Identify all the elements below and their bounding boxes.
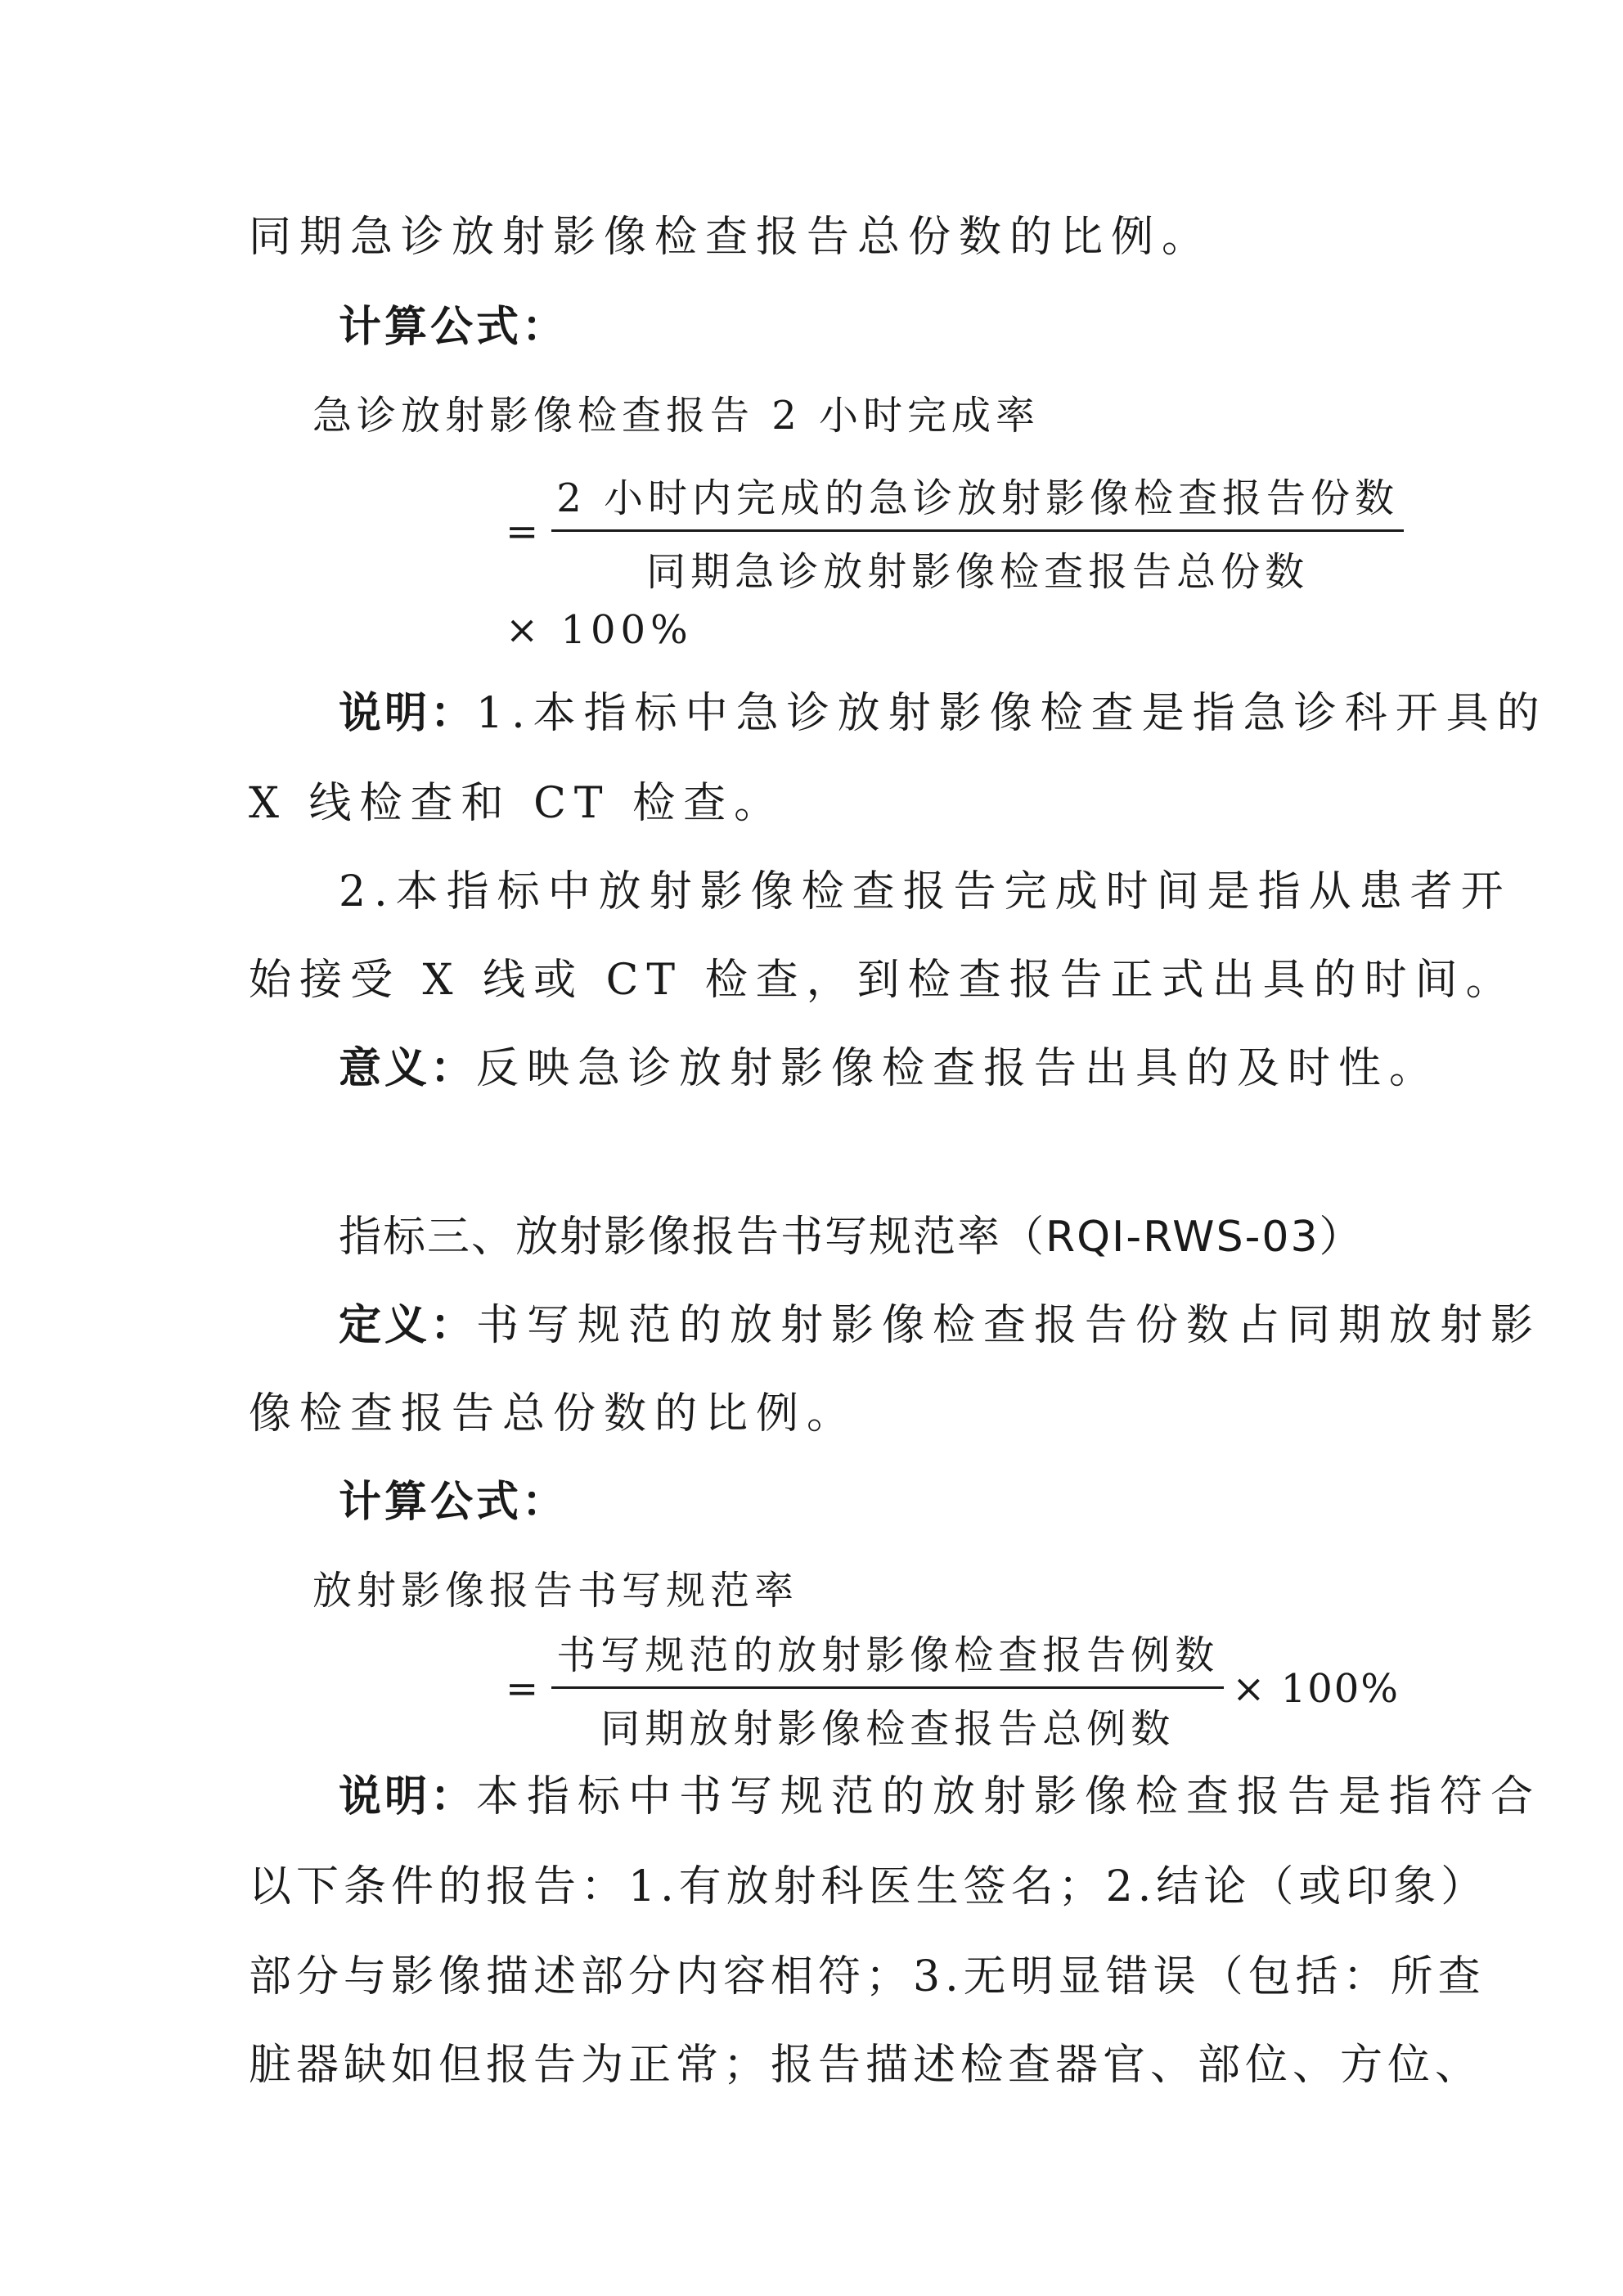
note-line (249, 954, 1517, 1006)
text: 像检查报告总份数的比例。 (249, 1389, 858, 1438)
text: 反映急诊放射影像检查报告出具的及时性。 (476, 1044, 1441, 1093)
text: 计算公式： (339, 1478, 569, 1527)
text: 本指标中书写规范的放射影像检查报告是指符合 (476, 1772, 1542, 1821)
numerator: 书写规范的放射影像检查报告例数 (551, 1623, 1224, 1689)
text: 以下条件的报告：1.有放射科医生签名；2.结论（或印象） (249, 1862, 1489, 1911)
text: 2.本指标中放射影像检查报告完成时间是指从患者开 (339, 867, 1512, 916)
note-line (249, 1951, 1486, 2003)
text: 计算公式： (339, 303, 569, 352)
formula-2-fraction (506, 1623, 1400, 1754)
denominator: 同期放射影像检查报告总例数 (600, 1706, 1176, 1752)
meaning-line (339, 1042, 1440, 1095)
definition-line (339, 1299, 1541, 1352)
fraction (551, 466, 1404, 597)
text: 放射影像报告书写规范率 (312, 1568, 799, 1614)
formula-name (312, 389, 1040, 442)
note-line (249, 1861, 1488, 1913)
note-label: 说明： (339, 1772, 477, 1821)
section-heading (339, 1211, 1364, 1263)
text: 同期急诊放射影像检查报告总份数的比例。 (249, 213, 1213, 262)
text: 脏器缺如但报告为正常；报告描述检查器官、部位、方位、 (249, 2041, 1483, 2090)
text: 1.本指标中急诊放射影像检查是指急诊科开具的 (476, 689, 1548, 738)
text: 指标三、放射影像报告书写规范率（RQI-RWS-03） (339, 1213, 1364, 1262)
definition-line (249, 1388, 857, 1440)
numerator: 2 小时内完成的急诊放射影像检查报告份数 (551, 466, 1404, 532)
note-line (249, 777, 785, 830)
note-line (249, 2039, 1482, 2091)
formula-label (339, 1476, 568, 1528)
equals-sign: = (506, 508, 539, 555)
text: 部分与影像描述部分内容相符；3.无明显错误（包括：所查 (249, 1952, 1486, 2001)
equals-sign: = (506, 1665, 539, 1712)
text: 急诊放射影像检查报告 2 小时完成率 (312, 393, 1041, 439)
note-label: 说明： (339, 689, 477, 738)
text: × 100% (506, 607, 693, 653)
formula-multiplier: × 100% (1232, 1665, 1400, 1712)
note-line (339, 1771, 1541, 1823)
text: X 线检查和 CT 检查。 (249, 779, 785, 828)
note-line (339, 687, 1548, 740)
text: 始接受 X 线或 CT 检查，到检查报告正式出具的时间。 (249, 956, 1517, 1005)
formula-name (312, 1564, 798, 1617)
definition-label: 定义： (339, 1301, 477, 1350)
text: 书写规范的放射影像检查报告份数占同期放射影 (476, 1301, 1542, 1350)
note-line (339, 866, 1512, 918)
formula-label (339, 301, 568, 353)
denominator: 同期急诊放射影像检查报告总份数 (646, 549, 1310, 595)
formula-multiplier (506, 604, 693, 656)
paragraph-line (249, 211, 1212, 263)
formula-1-fraction (506, 466, 1404, 597)
meaning-label: 意义： (339, 1044, 477, 1093)
fraction (551, 1623, 1224, 1754)
